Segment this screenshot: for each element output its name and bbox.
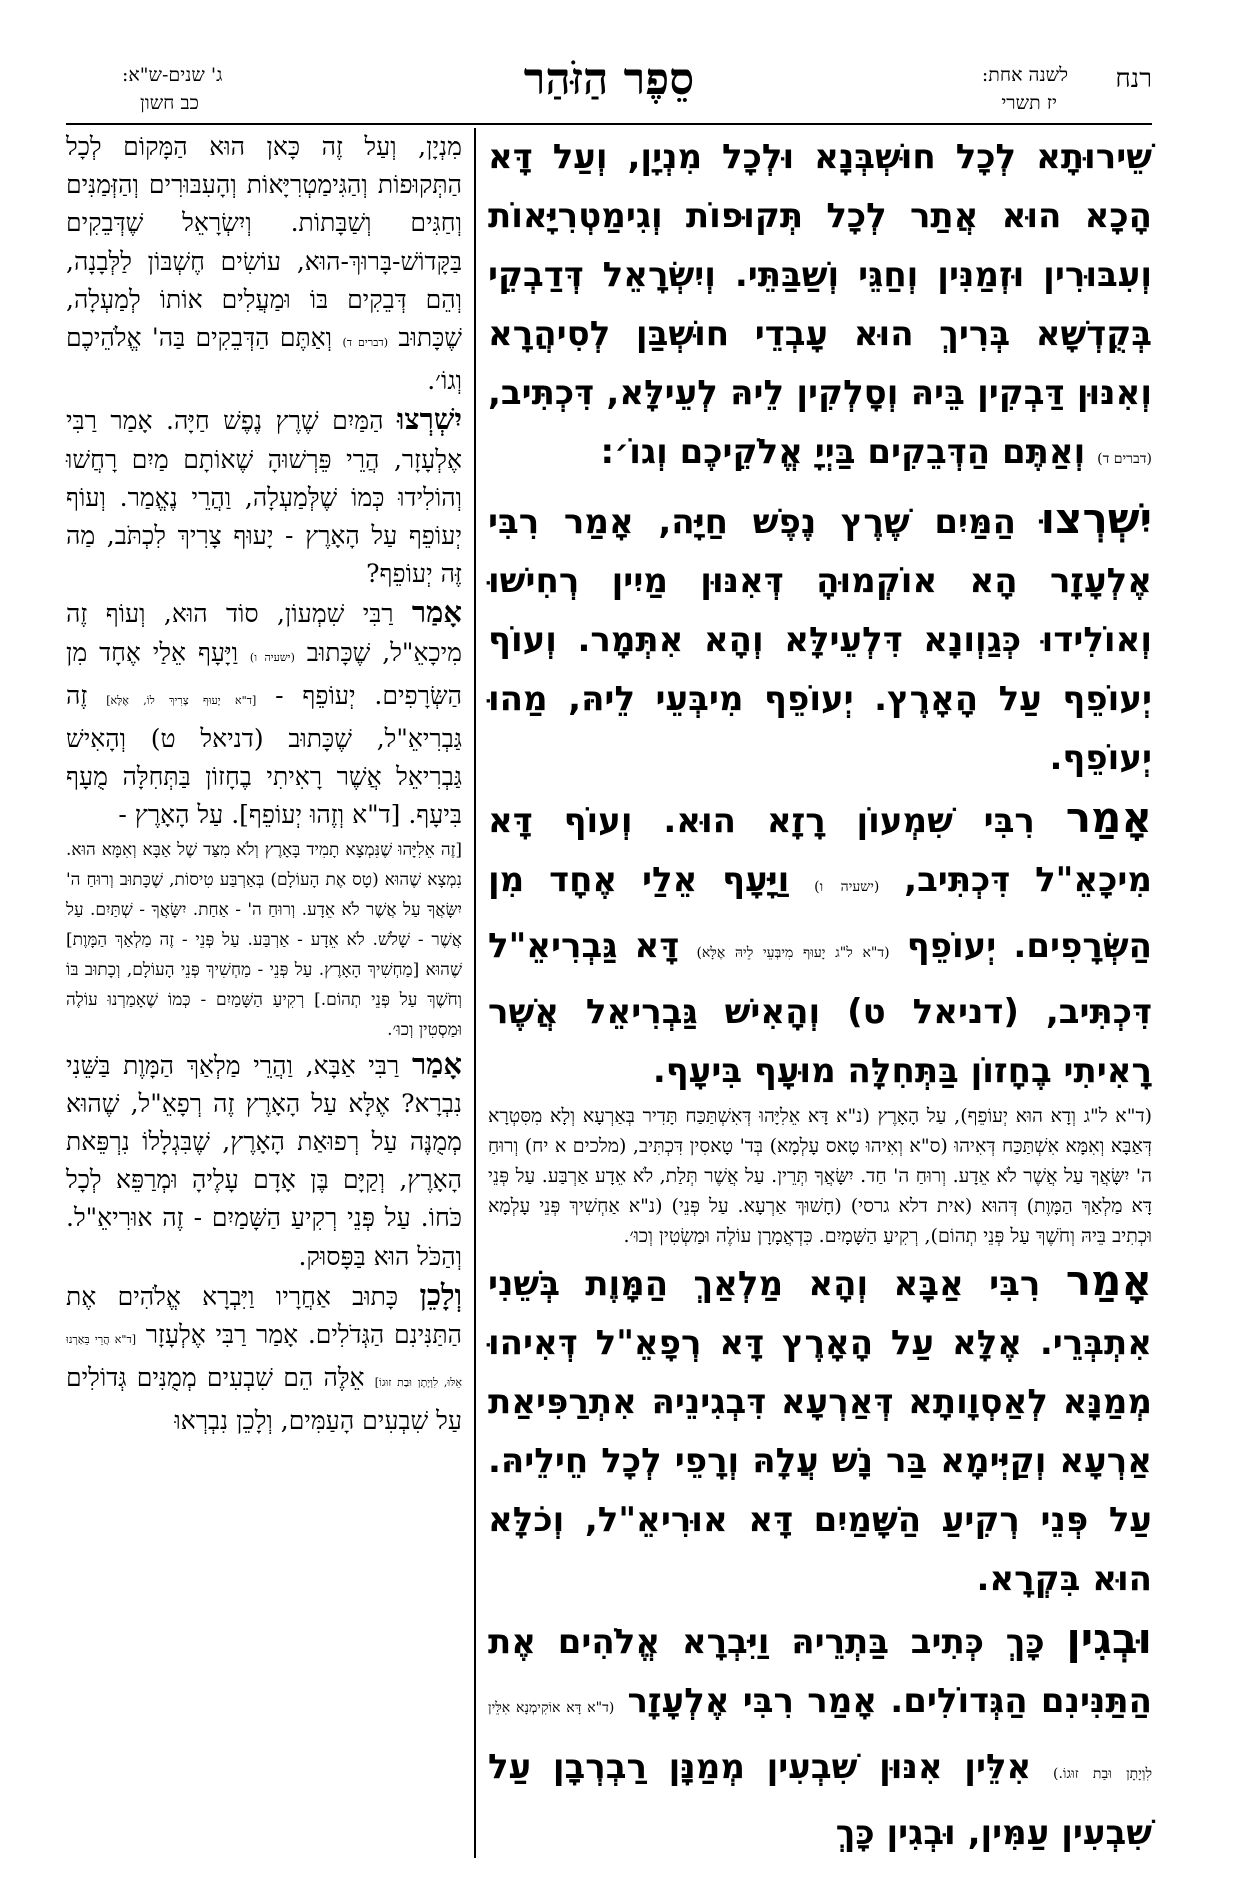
main-paragraph: וּבְגִין כָּךְ כְּתִיב בַּתְרֵיהּ וַיִּבְרָא אֱלֹהִים אֶת הַתַּנִּינִם הַגְּדוֹלִים. אָמַר רִבִּי אֶלְעָזָר (ד"א דָּא אוֹקִימְנָא אִלֵּין לִוְיָתָן וּבַת זוּגוֹ.) אִלֵּין אִנּוּן שִׁבְעִין מְמַנָּן רַבְרְבָן עַל שִׁבְעִין עַמִּין, וּבְגִין כָּךְ — [488, 1614, 1153, 1853]
aramaic-main-text — [488, 128, 1152, 1863]
main-paragraph: שֵׁירוּתָא לְכָל חוּשְׁבְּנָא וּלְכָל מִנְיָן, וְעַל דָּא הָכָא הוּא אֲתַר לְכָל תְּקוּפוֹת וְגִימַטְרִיָּאוֹת וְעִבּוּרִין וּזְמַנִּין וְחַגֵּי וְשַׁבַּתֵּי. וְיִשְׂרָאֵל דְּדַבְקֵי בְּקֻדְשָׁא בְּרִיךְ הוּא עָבְדֵי חוּשְׁבַּן לְסִיהֲרָא וְאִנּוּן דַּבְקִין בֵּיהּ וְסָלְקִין לֵיהּ לְעֵילָּא, דִּכְתִּיב, (דברים ד) וְאַתֶּם הַדְּבֵקִים בַּיְיָ אֱלֹקֵיכֶם וְגוֹ׳: — [488, 137, 1152, 472]
study-schedule-three-years: ג' שנים-ש"א: — [122, 64, 223, 86]
study-date-one-year: יז תשרי — [1001, 92, 1057, 114]
study-schedule-one-year: לשנה אחת: — [981, 64, 1068, 86]
translation-paragraph: מִנְיָן, וְעַל זֶה כָּאן הוּא הַמָּקוֹם לְכָל הַתְּקוּפוֹת וְהַגִּימַטְרִיָּאוֹת וְהָעִבּוּרִים וְהַזְּמַנִּים וְחַגִּים וְשַׁבָּתוֹת. וְיִשְׂרָאֵל שֶׁדְּבֵקִים בַּקָּדוֹשׁ-בָּרוּךְ-הוּא, עוֹשִׂים חֶשְׁבּוֹן לַלְּבָנָה, וְהֵם דְּבֵקִים בּוֹ וּמַעֲלִים אוֹתוֹ לְמַעְלָה, שֶׁכָּתוּב (דברים ד) וְאַתֶּם הַדְּבֵקִים בַּה' אֱלֹהֵיכֶם וְגוֹ׳. — [66, 132, 463, 396]
opening-word: וּבְגִין — [1066, 1614, 1152, 1663]
book-title: סֵפֶר הַזֹּהַר — [523, 54, 695, 105]
verse-reference: (דברים ד) — [342, 336, 389, 350]
opening-word: אָמַר — [411, 595, 462, 630]
variant-reading: [ד"א יָעוּף צָרִיךְ לוֹ, אֶלָּא] — [106, 693, 257, 707]
page-header — [66, 54, 1152, 122]
verse-reference: (ישעיה ו) — [249, 650, 295, 664]
verse-reference: (ישעיה ו) — [814, 879, 880, 895]
opening-word: אָמַר — [1065, 1256, 1152, 1305]
opening-word: אָמַר — [411, 1046, 462, 1081]
opening-word: וְלָכֵן — [419, 1277, 462, 1312]
variant-reading: (ד"א דָּא אוֹקִימְנָא אִלֵּין לִוְיָתָן וּבַת זוּגוֹ.) — [488, 1700, 1153, 1782]
opening-word: יִשְׁרְצוּ — [397, 402, 463, 437]
main-paragraph: אָמַר רִבִּי אַבָּא וְהָא מַלְאַךְ הַמָּוֶת בְּשֵׁנִי אִתְבְּרֵי. אֶלָּא עַל הָאָרֶץ דָּא רְפָאֵ"ל דְּאִיהוּ מְמַנָּא לְאַסְוָותָא דְּאַרְעָא דִּבְגִינֵיהּ אִתְרַפִּיאַת אַרְעָא וְקַיְּימָא בַּר נָשׁ עֲלָהּ וְרָפֵי לְכָל חֵילֵיהּ. עַל פְּנֵי רְקִיעַ הַשָּׁמַיִם דָּא אוּרִיאֵ"ל, וְכֹלָּא הוּא בִּקְרָא. — [488, 1256, 1152, 1599]
study-date-three-years: כב חשון — [140, 92, 199, 114]
column-divider — [474, 128, 476, 1858]
verse-reference: (דברים ד) — [1097, 451, 1152, 467]
page-number: רנח — [1115, 64, 1152, 94]
opening-word: אָמַר — [1065, 793, 1152, 842]
translation-paragraph: אָמַר רַבִּי שִׁמְעוֹן, סוֹד הוּא, וְעוֹף זֶה מִיכָאֵ"ל, שֶׁכָּתוּב (ישעיה ו) וַיָּעָף אֵלַי אֶחָד מִן הַשְּׂרָפִים. יְעוֹפֵף - [ד"א יָעוּף צָרִיךְ לוֹ, אֶלָּא] זֶה גַּבְרִיאֵ"ל, שֶׁכָּתוּב (דניאל ט) וְהָאִישׁ גַּבְרִיאֵל אֲשֶׁר רָאִיתִי בֶחָזוֹן בַּתְּחִלָּה מֻעָף בִּיעָף. [ד"א וְזֶהוּ יְעוֹפֵף]. עַל הָאָרֶץ - — [66, 595, 463, 830]
variant-reading-block: [זֶה אֵלִיָּהוּ שֶׁנִּמְצָא תָמִיד בָּאָרֶץ וְלֹא מִצַּד שֶׁל אַבָּא וְאִמָּא הוּא. נִמְצָא שֶׁהוּא (טָס אֶת הָעוֹלָם) בְּאַרְבַּע טִיסוֹת, שֶׁכָּתוּב וְרוּחַ ה' יִשָּׂאֲךָ עַל אֲשֶׁר לֹא אֵדָע. וְרוּחַ ה' - אַחַת. יִשָּׂאֲךָ - שְׁתַּיִם. עַל אֲשֶׁר - שָׁלֹשׁ. לֹא אֵדָע - אַרְבַּע. עַל פְּנֵי - זֶה מַלְאַךְ הַמָּוֶת] שֶׁהוּא [מַחְשִׁיךְ הָאָרֶץ. עַל פְּנֵי - מַחְשִׁיךְ פְּנֵי הָעוֹלָם, וְכָתוּב בּוֹ וְחֹשֶׁךְ עַל פְּנֵי תְהוֹם.] רְקִיעַ הַשָּׁמַיִם - כְּמוֹ שֶׁאָמַרְנוּ עוֹלֶה וּמַסְטִין וְכוּ׳. — [66, 839, 462, 1040]
main-paragraph: אָמַר רִבִּי שִׁמְעוֹן רָזָא הוּא. וְעוֹף דָּא מִיכָאֵ"ל דִּכְתִּיב, (ישעיה ו) וַיָּעָף אֵלַי אֶחָד מִן הַשְּׂרָפִים. יְעוֹפֵף (ד"א ל"ג יָעוּף מִיבְּעֵי לֵיהּ אֶלָּא) דָּא גַּבְרִיאֵ"ל דִּכְתִּיב, (דניאל ט) וְהָאִישׁ גַּבְרִיאֵל אֲשֶׁר רָאִיתִי בֶחָזוֹן בַּתְּחִלָּה מוּעָף בִּיעָף. — [488, 793, 1153, 1091]
header-divider — [66, 123, 1152, 125]
variant-reading: [ד"א הֲרֵי בֵּאַרְנוּ אֵלּוּ, לִוְיָתָן וּבַת זוּגוֹ] — [66, 1333, 462, 1390]
variant-reading: (ד"א ל"ג יָעוּף מִיבְּעֵי לֵיהּ אֶלָּא) — [696, 945, 890, 961]
translation-paragraph: אָמַר רַבִּי אַבָּא, וַהֲרֵי מַלְאַךְ הַמָּוֶת בַּשֵּׁנִי נִבְרָא? אֶלָּא עַל הָאָרֶץ זֶה רְפָאֵ"ל, שֶׁהוּא מְמֻנֶּה עַל רְפוּאַת הָאָרֶץ, שֶׁבִּגְלָלוֹ נִרְפֵּאת הָאָרֶץ, וְקַיָּם בֶּן אָדָם עָלֶיהָ וּמְרַפֵּא לְכָל כֹּחוֹ. עַל פְּנֵי רְקִיעַ הַשָּׁמַיִם - זֶה אוּרִיאֵ"ל. וְהַכֹּל הוּא בַּפָּסוּק. — [66, 1046, 462, 1271]
translation-paragraph: יִשְׁרְצוּ הַמַּיִם שֶׁרֶץ נֶפֶשׁ חַיָּה. אָמַר רַבִּי אֶלְעָזָר, הֲרֵי פֵּרְשׁוּהָ שֶׁאוֹתָם מַיִם רָחֲשׁוּ וְהוֹלִידוּ כְּמוֹ שֶׁלְּמַעְלָה, וַהֲרֵי נֶאֱמַר. וְעוֹף יְעוֹפֵף עַל הָאָרֶץ - יָעוּף צָרִיךְ לִכְתֹּב, מַה זֶּה יְעוֹפֵף? — [66, 402, 463, 589]
opening-word: יִשְׁרְצוּ — [1040, 494, 1152, 543]
hebrew-translation — [66, 128, 462, 1441]
translation-paragraph: וְלָכֵן כָּתוּב אַחֲרָיו וַיִּבְרָא אֱלֹהִים אֶת הַתַּנִּינִם הַגְּדֹלִים. אָמַר רַבִּי אֶלְעָזָר [ד"א הֲרֵי בֵּאַרְנוּ אֵלּוּ, לִוְיָתָן וּבַת זוּגוֹ] אֵלֶּה הֵם שִׁבְעִים מְמֻנִּים גְּדוֹלִים עַל שִׁבְעִים הָעַמִּים, וְלָכֵן נִבְרְאוּ — [66, 1277, 462, 1436]
variant-reading-block: (ד"א ל"ג וְדָא הוּא יְעוֹפֵף), עַל הָאָרֶץ (נ"א דָּא אֵלִיָּהוּ דְּאִשְׁתַּכַּח תָּדִיר בְּאַרְעָא וְלָא מִסִּטְרָא דְּאַבָּא וְאִמָּא אִשְׁתַּכַּח דְּאִיהוּ (ס"א וְאִיהוּ טָאס עָלְמָא) בְּד' טָאסִין דִּכְתִּיב, (מלכים א יח) וְרוּחַ ה' יִשָּׂאֲךָ עַל אֲשֶׁר לֹא אֵדָע. וְרוּחַ ה' חַד. יִשָּׂאֲךָ תְּרֵין. עַל אֲשֶׁר תְּלַת, לֹא אֵדָע אַרְבַּע. עַל פְּנֵי דָּא מַלְאַךְ הַמָּוֶת) דְּהוּא (אית דלא גרסי) (חָשׁוּךְ אַרְעָא. עַל פְּנֵי) (נ"א אַחְשִׁיךְ פְּנֵי עָלְמָא וּכְתִיב בֵּיהּ וְחֹשֶׁךְ עַל פְּנֵי תְהוֹם), רְקִיעַ הַשָּׁמָיִם. כִּדְאֲמָרָן עוֹלֶה וּמַשְׂטִין וְכוּ׳. — [488, 1105, 1152, 1247]
main-paragraph: יִשְׁרְצוּ הַמַּיִם שֶׁרֶץ נֶפֶשׁ חַיָּה, אָמַר רִבִּי אֶלְעָזָר הָא אוֹקְמוּהָ דְּאִנּוּן מַיִין רְחִישׁוּ וְאוֹלִידוּ כְּגַוְונָא דִּלְעֵילָּא וְהָא אִתְּמָר. וְעוֹף יְעוֹפֵף עַל הָאָרֶץ. יְעוֹפֵף מִיבְּעֵי לֵיהּ, מַהוּ יְעוֹפֵף. — [488, 494, 1152, 778]
